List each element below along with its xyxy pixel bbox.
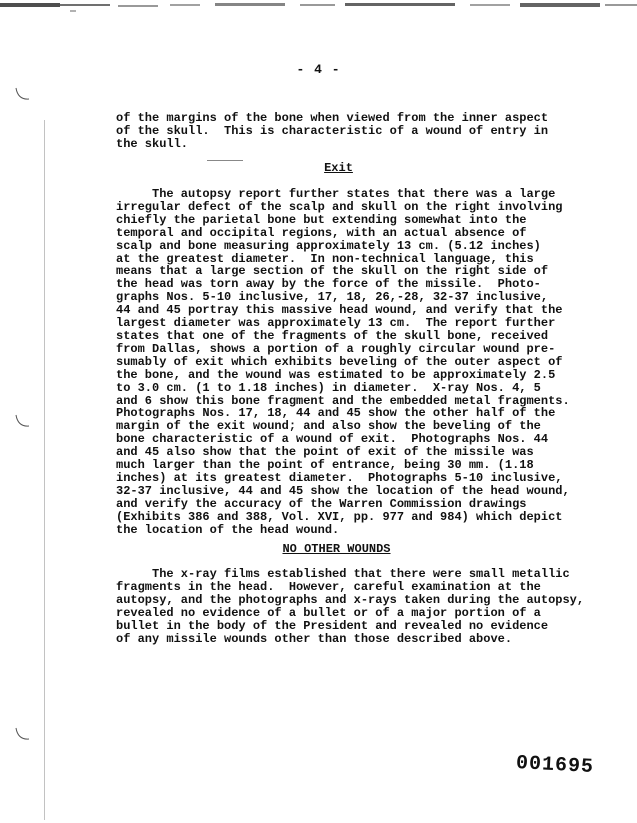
- paragraph-intro: of the margins of the bone when viewed from the inner aspect of the skull. This is characteristic of a wound of entry in the skull.: [116, 111, 549, 151]
- paragraph-no-other-wounds: The x-ray films established that there were small metallic fragments in the head. However, careful examination at the autopsy, and the photographs and x-rays taken during the autopsy, revealed no evidence of a bullet or of a major portion of a bullet in the body of the President and revealed no evidence of any missile wounds other than those described above.: [116, 567, 585, 646]
- section-heading-exit: Exit: [324, 161, 353, 175]
- document-number-stamp: 001695: [515, 752, 595, 780]
- scan-noise-strip: [0, 0, 637, 18]
- page-number: - 4 -: [296, 62, 341, 77]
- hole-punch-mark: [14, 413, 30, 429]
- hole-punch-mark: [14, 726, 30, 742]
- paragraph-exit: The autopsy report further states that there was a large irregular defect of the scalp and skull on the right involving chiefly the parietal bone but extending somewhat into the temporal and occipital regions, with an actual absence of scalp and bone measuring approximately 13 cm. (5.12 inches) at the greatest diameter. In non-technical language, this means that a large section of the skull on the right side of the head was torn away by the force of the missile. Photo- graphs Nos. 5-10 inclusive, 17, 18, 26,-28, 32-37 inclusive, 44 and 45 portray this massive head wound, and verify that the largest diameter was approximately 13 cm. The report further states that one of the fragments of the skull bone, received from Dallas, shows a portion of a roughly circular wound pre- sumably of exit which exhibits beveling of the outer aspect of the bone, and the wound was estimated to be approximately 2.5 to 3.0 cm. (1 to 1.18 inches) in diameter. X-ray Nos. 4, 5 and 6 show this bone fragment and the embedded metal fragments. Photographs Nos. 17, 18, 44 and 45 show the other half of the margin of the exit wound; and also show the beveling of the bone characteristic of a wound of exit. Photographs Nos. 44 and 45 also show that the point of exit of the missile was much larger than the point of entrance, being 30 mm. (1.18 inches) at its greatest diameter. Photographs 5-10 inclusive, 32-37 inclusive, 44 and 45 show the location of the head wound, and verify the accuracy of the Warren Commission drawings (Exhibits 386 and 388, Vol. XVI, pp. 977 and 984) which depict the location of the head wound.: [116, 187, 570, 537]
- left-margin-line: [44, 120, 45, 820]
- hole-punch-mark: [14, 86, 30, 102]
- section-heading-no-other-wounds: NO OTHER WOUNDS: [282, 542, 391, 556]
